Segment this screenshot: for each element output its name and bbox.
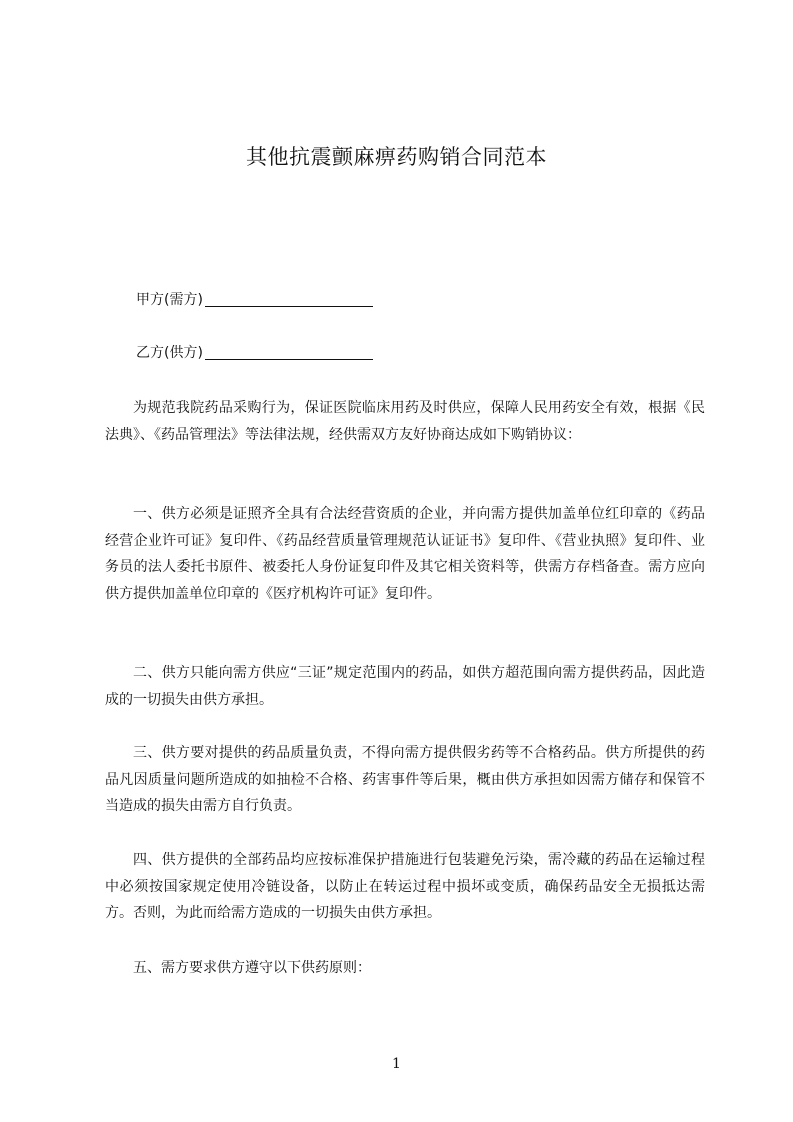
party-b-label: 乙方(供方) [136,345,203,361]
document-title: 其他抗震颤麻痹药购销合同范本 [246,145,547,169]
clause-3-paragraph: 三、供方要对提供的药品质量负责，不得向需方提供假劣药等不合格药品。供方所提供的药品凡因质量问题所造成的如抽检不合格、药害事件等后果，概由供方承担如因需方储存和保管不当造成的损失由需方自行负责。 [105,745,705,814]
clause-2-paragraph: 二、供方只能向需方供应“三证”规定范围内的药品，如供方超范围向需方提供药品，因此造成的一切损失由供方承担。 [105,665,705,708]
party-b-line [136,343,373,363]
clause-5-paragraph: 五、需方要求供方遵守以下供药原则： [133,960,371,976]
party-a-blank-field [205,290,373,307]
clause-4-paragraph: 四、供方提供的全部药品均应按标准保护措施进行包装避免污染，需冷藏的药品在运输过程中必须按国家规定使用冷链设备，以防止在转运过程中损坏或变质，确保药品安全无损抵达需方。否则，为此而给需方造成的一切损失由供方承担。 [105,852,705,921]
party-b-blank-field [205,343,373,360]
page-number: 1 [392,1056,401,1072]
party-a-label: 甲方(需方) [136,292,203,308]
party-a-line [136,290,373,310]
preamble-paragraph: 为规范我院药品采购行为，保证医院临床用药及时供应，保障人民用药安全有效，根据《民法典》、《药品管理法》等法律法规，经供需双方友好协商达成如下购销协议： [105,400,705,443]
clause-1-paragraph: 一、供方必须是证照齐全具有合法经营资质的企业，并向需方提供加盖单位红印章的《药品经营企业许可证》复印件、《药品经营质量管理规范认证证书》复印件、《营业执照》复印件、业务员的法人委托书原件、被委托人身份证复印件及其它相关资料等，供需方存档备查。需方应向供方提供加盖单位印章的《医疗机构许可证》复印件。 [105,506,705,602]
